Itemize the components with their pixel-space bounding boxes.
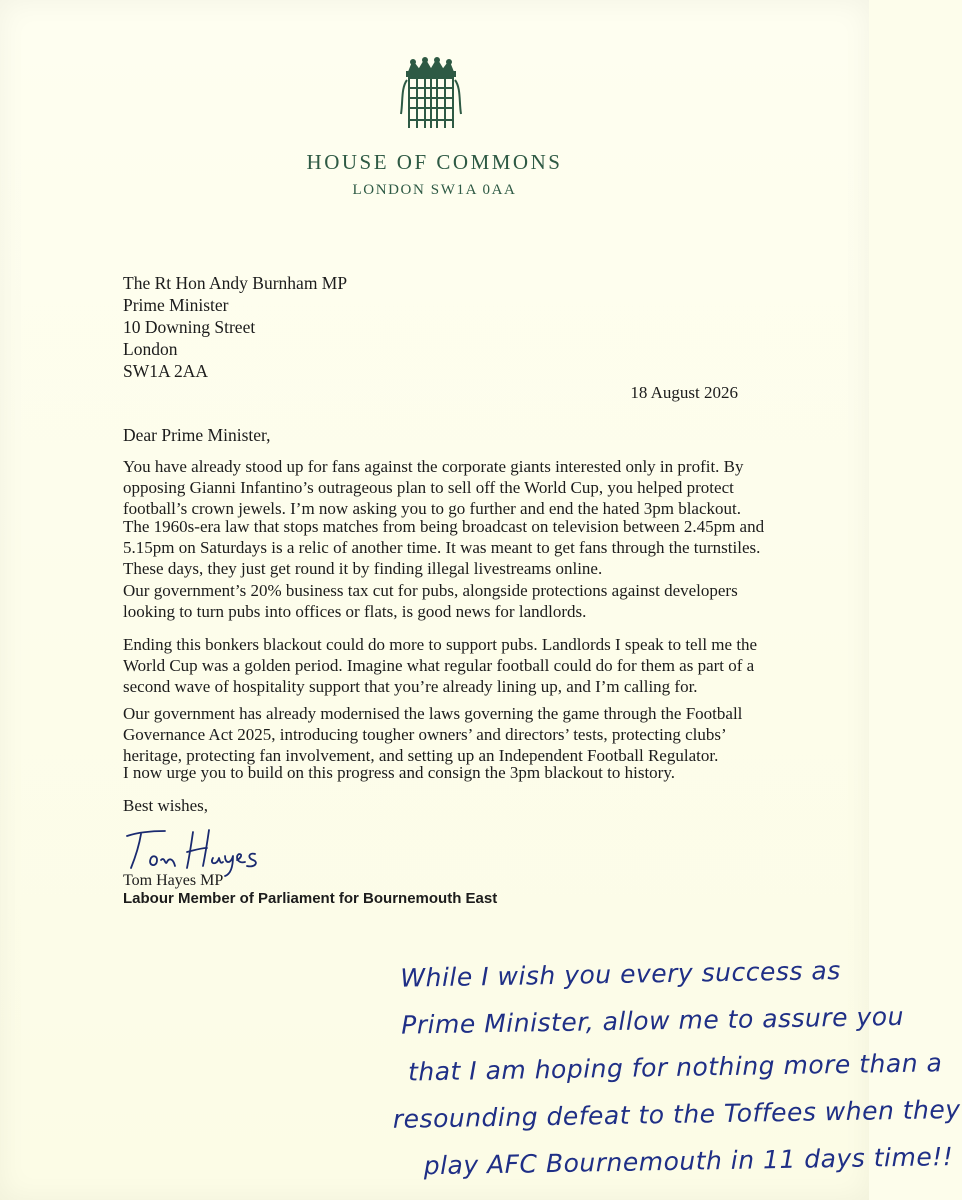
signer-name: Tom Hayes MP [123, 872, 224, 889]
body-paragraph [123, 703, 753, 766]
paragraph-line: Governance Act 2025, introducing tougher owners’ and directors’ tests, protecting clubs’ [123, 725, 727, 744]
paragraph-line: heritage, protecting fan involvement, and setting up an Independent Football Regulator. [123, 746, 719, 765]
paragraph-line: opposing Gianni Infantino’s outrageous plan to sell off the World Cup, you helped protect [123, 478, 734, 497]
paragraph-line: 5.15pm on Saturdays is a relic of another time. It was meant to get fans through the turnstiles. [123, 538, 761, 557]
body-paragraph [123, 516, 765, 579]
paragraph-line: The 1960s-era law that stops matches from being broadcast on television between 2.45pm and [123, 517, 765, 536]
body-paragraph [123, 762, 753, 783]
portcullis-crest-icon [399, 58, 463, 134]
recipient-line: 10 Downing Street [123, 317, 256, 337]
handwritten-line: that I am hoping for nothing more than a [407, 1048, 943, 1087]
handwritten-signature [121, 822, 271, 877]
paragraph-line: These days, they just get round it by finding illegal livestreams online. [123, 559, 603, 578]
recipient-line: The Rt Hon Andy Burnham MP [123, 273, 348, 293]
recipient-line: Prime Minister [123, 295, 229, 315]
paragraph-line: second wave of hospitality support that you’re already lining up, and I’m calling for. [123, 677, 698, 696]
letterhead-address: LONDON SW1A 0AA [352, 182, 517, 198]
body-paragraph [123, 456, 753, 519]
paragraph-line: Ending this bonkers blackout could do more to support pubs. Landlords I speak to tell me the [123, 635, 758, 654]
recipient-line: SW1A 2AA [123, 361, 209, 381]
paragraph-line: I now urge you to build on this progress and consign the 3pm blackout to history. [123, 763, 675, 782]
salutation: Dear Prime Minister, [123, 425, 271, 445]
paragraph-line: You have already stood up for fans against the corporate giants interested only in profit. By [123, 457, 744, 476]
handwritten-note [380, 947, 961, 1190]
letterhead-title: HOUSE OF COMMONS [306, 150, 563, 174]
letter-date: 18 August 2026 [630, 383, 738, 402]
body-paragraph [123, 634, 758, 697]
paragraph-line: Our government’s 20% business tax cut for pubs, alongside protections against developers [123, 581, 738, 600]
signer-block [123, 872, 497, 908]
paragraph-line: looking to turn pubs into offices or flats, is good news for landlords. [123, 602, 587, 621]
body-paragraph [123, 580, 753, 622]
signer-role: Labour Member of Parliament for Bournemouth East [123, 890, 498, 907]
handwritten-line: Prime Minister, allow me to assure you [400, 1001, 905, 1040]
handwritten-line: While I wish you every success as [400, 955, 841, 993]
handwritten-line: resounding defeat to the Toffees when they [392, 1094, 961, 1134]
handwritten-line: play AFC Bournemouth in 11 days time!! [423, 1142, 954, 1181]
paragraph-line: World Cup was a golden period. Imagine what regular football could do for them as part of a [123, 656, 755, 675]
recipient-address [123, 272, 347, 382]
paragraph-line: football’s crown jewels. I’m now asking you to go further and end the hated 3pm blackout. [123, 499, 741, 518]
closing: Best wishes, [123, 796, 208, 815]
paragraph-line: Our government has already modernised the laws governing the game through the Football [123, 704, 743, 723]
recipient-line: London [123, 339, 178, 359]
